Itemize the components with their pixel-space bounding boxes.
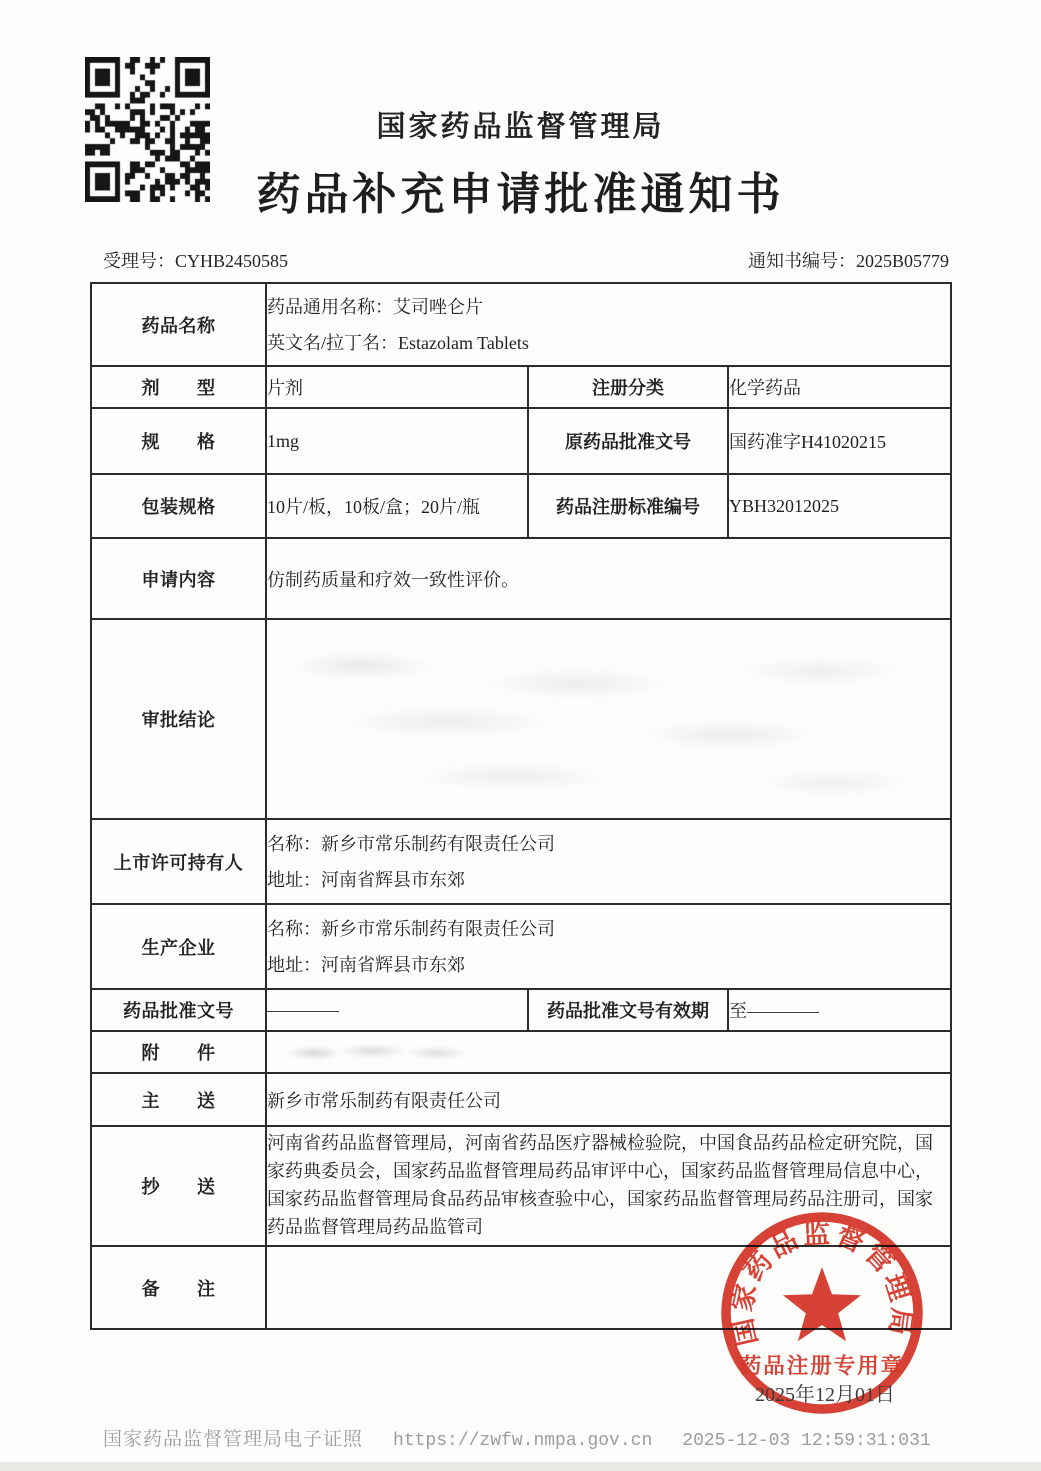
row-label-approval-validity: 药品批准文号有效期 [528,989,728,1031]
approval-table [90,282,952,1330]
approval-no-value: ———— [266,989,528,1031]
orig-approval-value: 国药准字H41020215 [728,408,951,474]
table-row [91,619,951,819]
row-label-application: 申请内容 [91,538,266,619]
table-row [91,538,951,619]
row-label-drug-name: 药品名称 [91,283,266,366]
acceptance-number: 受理号：CYHB2450585 [103,251,289,271]
row-label-cc: 抄 送 [91,1126,266,1246]
footer-timestamp: 2025-12-03 12:59:31:031 [682,1431,931,1451]
row-label-reg-class: 注册分类 [528,366,728,408]
drug-generic-name: 药品通用名称：艾司唑仑片 [267,296,483,317]
table-row [91,989,951,1031]
table-row [91,283,951,366]
package-value: 10片/板，10板/盒；20片/瓶 [266,474,528,538]
row-label-dosage-form: 剂 型 [91,366,266,408]
table-row [91,474,951,538]
table-row [91,819,951,904]
main-send-value: 新乡市常乐制药有限责任公司 [266,1073,951,1126]
seal-title: 药品注册专用章 [739,1354,905,1378]
row-label-conclusion: 审批结论 [91,619,266,819]
seal-star-icon [783,1267,861,1341]
attachment-cell [266,1031,951,1073]
row-label-holder: 上市许可持有人 [91,819,266,904]
table-row [91,1031,951,1073]
page-title: 药品补充申请批准通知书 [256,170,785,219]
spec-value: 1mg [266,408,528,474]
redacted-conclusion-content [283,642,938,802]
row-label-package: 包装规格 [91,474,266,538]
row-label-main-send: 主 送 [91,1073,266,1126]
holder-name: 名称：新乡市常乐制药有限责任公司 [267,833,555,854]
agency-title: 国家药品监督管理局 [376,111,665,143]
row-label-spec: 规 格 [91,408,266,474]
reference-line [103,247,949,273]
row-label-remark: 备 注 [91,1246,266,1329]
notice-number: 通知书编号：2025B05779 [747,251,949,271]
conclusion-cell [266,619,951,819]
reg-class-value: 化学药品 [728,366,951,408]
table-row [91,408,951,474]
footer-certificate-line [103,1424,1001,1451]
cc-value: 河南省药品监督管理局，河南省药品医疗器械检验院，中国食品药品检定研究院，国家药典委员会，国家药品监督管理局药品审评中心，国家药品监督管理局信息中心，国家药品监督管理局食品药品审核查验中心，国家药品监督管理局药品注册司，国家药品监督管理局药品监管司 [266,1126,951,1246]
reg-std-value: YBH32012025 [728,474,951,538]
dosage-form-value: 片剂 [266,366,528,408]
row-label-reg-std: 药品注册标准编号 [528,474,728,538]
table-row [91,366,951,408]
holder-cell [266,819,951,904]
table-row [91,904,951,989]
footer-label: 国家药品监督管理局电子证照 [103,1429,364,1450]
seal-date: 2025年12月01日 [755,1384,895,1406]
application-value: 仿制药质量和疗效一致性评价。 [266,538,951,619]
manufacturer-address: 地址：河南省辉县市东郊 [267,954,465,975]
holder-address: 地址：河南省辉县市东郊 [267,869,465,890]
table-row [91,1073,951,1126]
manufacturer-name: 名称：新乡市常乐制药有限责任公司 [267,918,555,939]
drug-english-name: 英文名/拉丁名：Estazolam Tablets [267,332,529,353]
row-label-attachment: 附 件 [91,1031,266,1073]
row-label-approval-no: 药品批准文号 [91,989,266,1031]
row-label-orig-approval: 原药品批准文号 [528,408,728,474]
approval-validity-value: 至———— [728,989,951,1031]
redacted-attachment-content [285,1042,480,1062]
row-label-manufacturer: 生产企业 [91,904,266,989]
page-bottom-edge [0,1462,1041,1471]
seal-ring-text: 国家药品监督管理局 [726,1218,918,1349]
footer-url: https://zwfw.nmpa.gov.cn [393,1431,653,1451]
drug-name-cell [266,283,951,366]
official-seal [711,1201,933,1423]
manufacturer-cell [266,904,951,989]
